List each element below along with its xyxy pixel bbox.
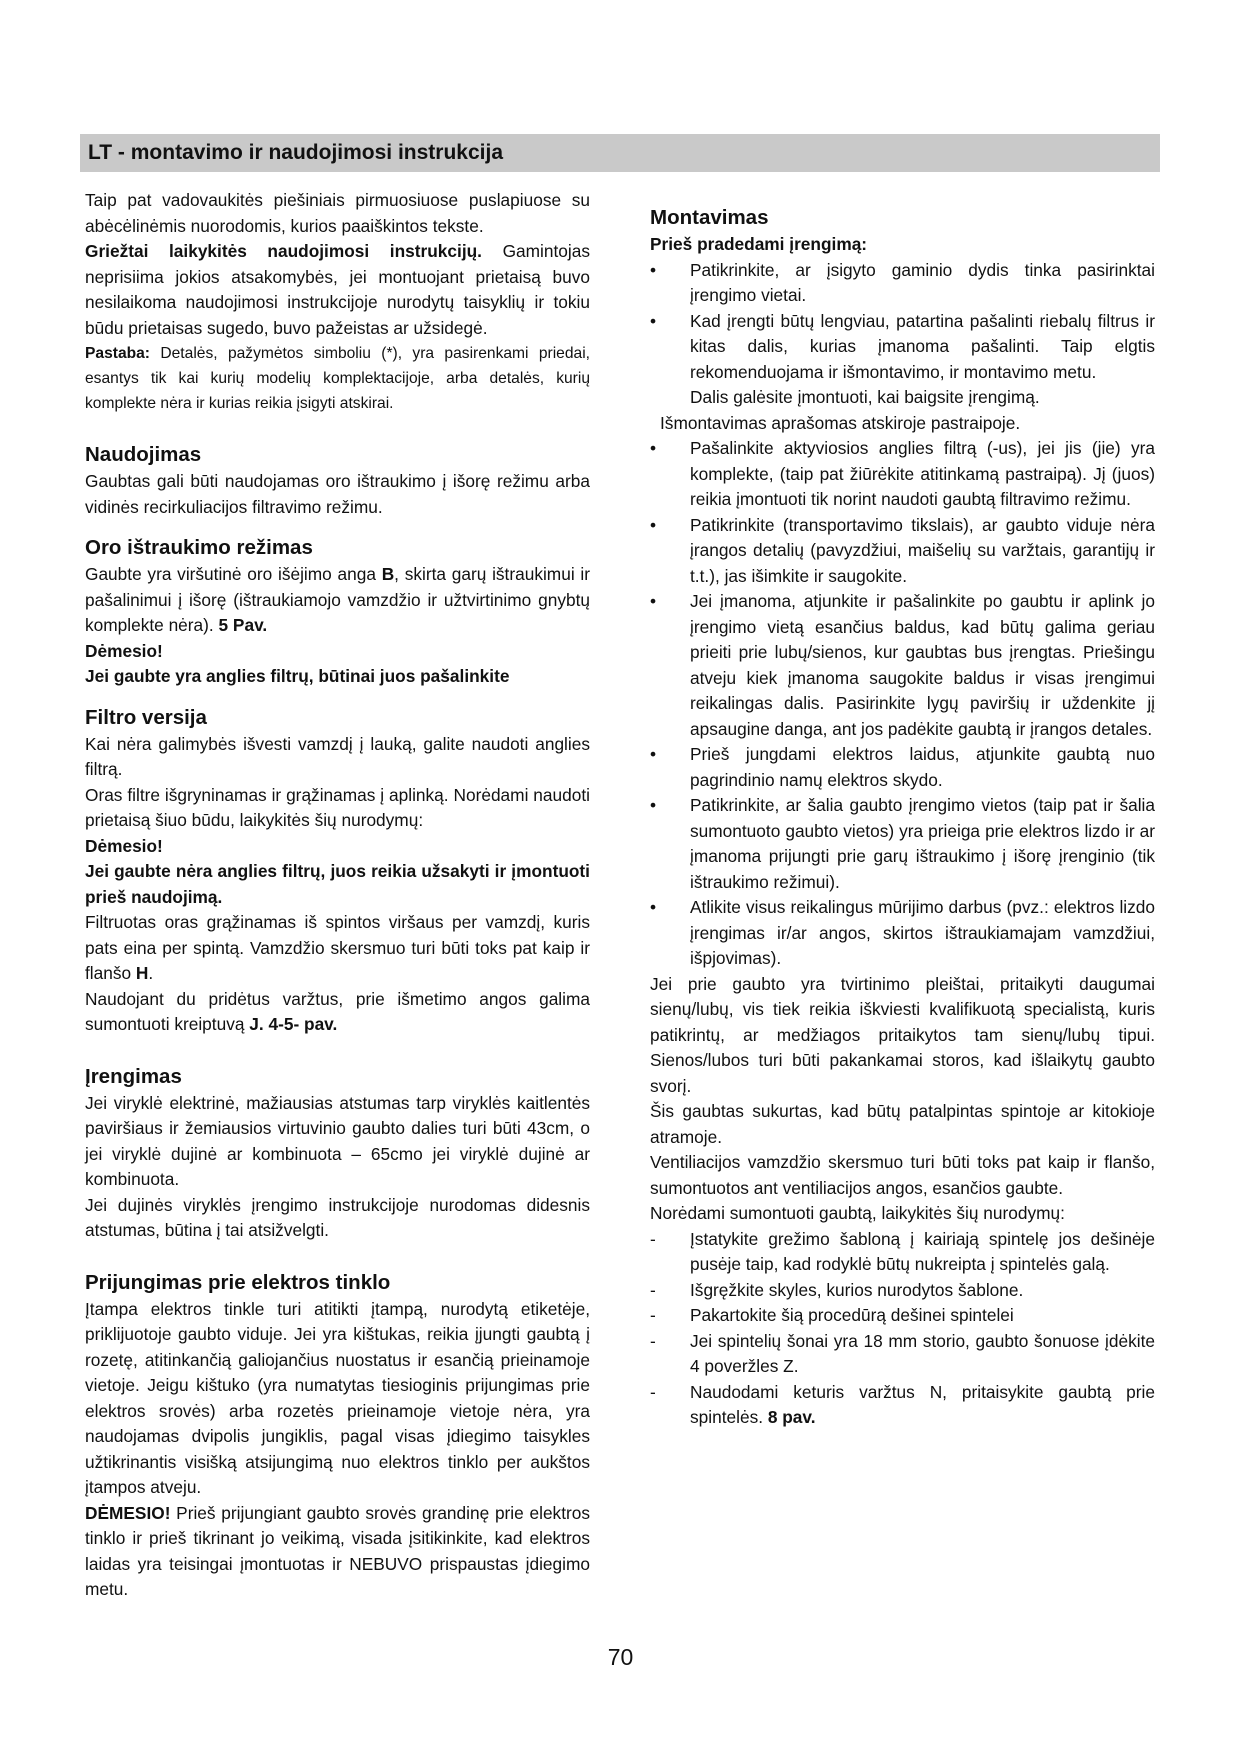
dash-icon: -	[650, 1305, 656, 1325]
irengimas-p2: Jei dujinės viryklės įrengimo instrukcijoje nurodomas didesnis atstumas, būtina į tai atsižvelgti.	[85, 1194, 590, 1240]
bullet-icon: •	[650, 591, 657, 611]
bullet-icon: •	[650, 259, 657, 280]
oro-text	[85, 562, 590, 639]
montavimas-p4: Norėdami sumontuoti gaubtą, laikykitės šių nurodymų:	[650, 1203, 1065, 1223]
page-number: 70	[607, 1644, 634, 1670]
note-text: Detalės, pažymėtos simboliu (*), yra pasirenkami priedai, esantys tik kai kurių modelių komplektacijoje, arba detalės, kurių komplekte nėra ir kurias reikia įsigyti atskirai.	[85, 345, 590, 412]
naudojimas-text: Gaubtas gali būti naudojamas oro ištraukimo į išorę režimu arba vidinės recirkuliacijos filtravimo režimu.	[85, 471, 590, 517]
filtro-attention: Dėmesio!	[85, 835, 163, 856]
heading-prijungimas: Prijungimas prie elektros tinklo	[85, 1270, 391, 1294]
oro-attention: Dėmesio!	[85, 640, 163, 661]
dash-icon: -	[650, 1330, 656, 1351]
filtro-p3	[85, 910, 590, 987]
note-label: Pastaba:	[85, 345, 151, 362]
montavimas-p1: Jei prie gaubto yra tvirtinimo pleištai, pritaikyti daugumai sienų/lubų, vis tiek reikia iškviesti kvalifikuotą specialistą, kuris patikrintų, ar medžiagos pritaikytos tam sienų/lubų tipui. Sienos/lubos turi būti pakankamai storos, kad išlaikytų gaubto svorį.	[650, 973, 1155, 1096]
oro-figure-ref: 5 Pav.	[218, 615, 268, 635]
filtro-p3-end: .	[148, 963, 154, 983]
montavimas-p3: Ventiliacijos vamzdžio skersmuo turi būti toks pat kaip ir flanšo, sumontuotos ant ventiliacijos angos, esančios gaubte.	[650, 1152, 1155, 1198]
bullet-icon: •	[650, 897, 657, 917]
list-item-text: Atlikite visus reikalingus mūrijimo darbus (pvz.: elektros lizdo įrengimas ir/ar angos, skirtos ištraukiamajam vamzdžiui, išpjovimas).	[690, 897, 1155, 968]
oro-text-part: , skirta garų ištraukimui ir pašalinimui į išorę (ištraukiamojo vamzdžio ir užtvirtinimo gnybtų komplekte nėra).	[85, 564, 590, 635]
list-item	[650, 436, 1155, 513]
heading-filtro-versija: Filtro versija	[85, 705, 207, 729]
flange-label: H	[135, 963, 149, 983]
section-title-bar	[80, 134, 1160, 172]
bullet-icon: •	[650, 438, 657, 458]
prijungimas-p1: Įtampa elektros tinkle turi atitikti įtampą, nurodytą etiketėje, priklijuotoje gaubto viduje. Jei yra kištukas, reikia įjungti gaubtą į rozetę, atitinkančią galiojančius nuostatus ir esančią prieinamoje vietoje. Jeigu kištuko (yra numatytas tiesioginis prijungimas prie elektros srovės) arba rozetės prieinamoje vietoje nėra, yra naudojamas dvipolis jungiklis, pagal visas įdiegimo taisykles užtikrinantis visišką atsijungimą nuo elektros tinklo per aukštos įtampos atveju.	[85, 1298, 590, 1497]
prijungimas-p2-text: Prieš prijungiant gaubto srovės grandinę prie elektros tinklo ir prieš tikrinant jo veikimą, visada įsitikinkite, kad elektros laidas yra teisingai įmontuotas ir NEBUVO prispaustas įdiegimo metu.	[85, 1502, 590, 1599]
note-paragraph	[85, 341, 590, 416]
bullet-icon: •	[650, 744, 657, 764]
list-item	[650, 742, 1155, 793]
list-item	[650, 895, 1155, 972]
list-item-text	[690, 1380, 1155, 1431]
subheading-pries-pradedant: Prieš pradedami įrengimą:	[650, 234, 868, 254]
prijungimas-attention: DĖMESIO!	[85, 1502, 171, 1523]
prijungimas-p2	[85, 1501, 590, 1603]
bullet-icon: •	[650, 310, 657, 331]
list-item	[650, 309, 1155, 386]
irengimas-p1: Jei viryklė elektrinė, mažiausias atstumas tarp viryklės kaitlentės paviršiaus ir žemiausios virtuvinio gaubto dalies turi būti 43cm, o jei viryklė dujinė ar kombinuota – 65cmo jei viryklė dujinė ar kombinuota.	[85, 1092, 590, 1189]
list-item	[650, 1278, 1155, 1304]
instructions-warning-text: Gamintojas neprisiima jokios atsakomybės, jei montuojant prietaisą buvo nesilaikoma naudojimosi instrukcijoje nurodytų taisyklių ir tokiu būdu prietaisas sugedo, buvo pažeistas ar užsidegė.	[85, 241, 590, 338]
dash-icon: -	[650, 1381, 656, 1402]
oro-outlet-label: B	[381, 564, 395, 584]
dash-list	[650, 1227, 1155, 1431]
list-item	[650, 793, 1155, 895]
list-item-text: Išgręžkite skyles, kurios nurodytos šablone.	[690, 1279, 1024, 1300]
list-item	[650, 1380, 1155, 1431]
list-item-text: Jei spintelių šonai yra 18 mm storio, gaubto šonuose įdėkite 4 poveržles Z.	[690, 1330, 1155, 1376]
heading-montavimas: Montavimas	[650, 206, 769, 229]
list-item-text: Patikrinkite (transportavimo tikslais), ar gaubto viduje nėra įrangos detalių (pavyzdžiui, maišelių su varžtais, garantijų ir t.t.), jas išimkite ir saugokite.	[690, 514, 1155, 586]
list-item	[650, 1227, 1155, 1278]
note-dismantling: Išmontavimas aprašomas atskiroje pastraipoje.	[660, 412, 1021, 433]
last-step-text: Naudodami keturis varžtus N, pritaisykite gaubtą prie spintelės.	[690, 1381, 1155, 1427]
heading-irengimas: Įrengimas	[85, 1064, 182, 1088]
list-item-text: Prieš jungdami elektros laidus, atjunkite gaubtą nuo pagrindinio namų elektros skydo.	[690, 744, 1155, 790]
dash-icon: -	[650, 1228, 656, 1249]
right-column	[650, 204, 1155, 1431]
list-item	[650, 1329, 1155, 1380]
filtro-p2: Oras filtre išgryninamas ir grąžinamas į aplinką. Norėdami naudoti prietaisą šiuo būdu, laikykitės šių nurodymų:	[85, 784, 590, 830]
filtro-p4-text: Naudojant du pridėtus varžtus, prie išmetimo angos galima sumontuoti kreiptuvą	[85, 988, 590, 1034]
dash-icon: -	[650, 1279, 656, 1300]
bullet-list-1	[650, 258, 1155, 386]
list-item-text: Pašalinkite aktyviosios anglies filtrą (-us), jei jis (jie) yra komplekte, (taip pat žiūrėkite atitinkamą pastraipą). Jį (juos) reikia įmontuoti tik norint naudoti gaubtą filtravimo režimu.	[690, 438, 1155, 509]
filtro-p1: Kai nėra galimybės išvesti vamzdį į lauką, galite naudoti anglies filtrą.	[85, 733, 590, 779]
list-item	[650, 258, 1155, 309]
intro-paragraph: Taip pat vadovaukitės piešiniais pirmuosiuose puslapiuose su abėcėlinėmis nuorodomis, kurios paaiškintos tekste.	[85, 190, 590, 236]
montavimas-p2: Šis gaubtas sukurtas, kad būtų patalpintas spintoje ar kitokioje atramoje.	[650, 1101, 1155, 1147]
oro-warning: Jei gaubte yra anglies filtrų, būtinai juos pašalinkite	[85, 666, 510, 686]
list-item-text: Pakartokite šią procedūrą dešinei spintelei	[690, 1305, 1014, 1325]
list-item	[650, 1303, 1155, 1329]
instructions-warning-bold: Griežtai laikykitės naudojimosi instrukcijų.	[85, 241, 482, 261]
heading-naudojimas: Naudojimas	[85, 443, 202, 466]
filtro-figure-ref: J. 4-5- pav.	[249, 1014, 338, 1034]
instructions-warning-paragraph	[85, 239, 590, 341]
list-item-text: Jei įmanoma, atjunkite ir pašalinkite po gaubtu ir aplink jo įrengimo vietą esančius baldus, kad būtų galima geriau prieiti prie lubų/sienos, kur gaubtas bus įrengtas. Priešingu atveju kiek įmanoma saugokite baldus ir visas įrengimui reikalingas dalis. Pasirinkite lygų paviršių ir uždenkite jį apsaugine danga, ant jos padėkite gaubtą ir įrangos detales.	[690, 591, 1155, 739]
last-step-figure-ref: 8 pav.	[767, 1407, 816, 1427]
list-item-text: Patikrinkite, ar įsigyto gaminio dydis tinka pasirinktai įrengimo vietai.	[690, 259, 1155, 305]
left-column	[85, 188, 590, 1603]
list-item	[650, 589, 1155, 742]
filtro-warning: Jei gaubte nėra anglies filtrų, juos reikia užsakyti ir įmontuoti prieš naudojimą.	[85, 861, 590, 907]
bullet-icon: •	[650, 514, 657, 535]
list-item-text: Kad įrengti būtų lengviau, patartina pašalinti riebalų filtrus ir kitas dalis, kurias įmanoma pašalinti. Taip elgtis rekomenduojama ir išmontavimo, ir montavimo metu.	[690, 310, 1155, 382]
bullet-icon: •	[650, 795, 657, 815]
list-item	[650, 513, 1155, 590]
bullet-list-2	[650, 436, 1155, 972]
list-item-text: Patikrinkite, ar šalia gaubto įrengimo vietos (taip pat ir šalia sumontuoto gaubto vietos) yra prieiga prie elektros lizdo ir ar įmanoma prijungti prie garų ištraukimo į išorę įrenginio (tik ištraukimo režimui).	[690, 795, 1155, 892]
oro-text-part: Gaubte yra viršutinė oro išėjimo anga	[85, 564, 382, 584]
page-title: LT - montavimo ir naudojimosi instrukcija	[88, 141, 503, 164]
filtro-p3-text: Filtruotas oras grąžinamas iš spintos viršaus per vamzdį, kuris pats eina per spintą. Vamzdžio skersmuo turi būti toks pat kaip ir flanšo	[85, 912, 590, 983]
list-item-text: Įstatykite grežimo šabloną į kairiają spintelę jos dešinėje pusėje taip, kad rodyklė būtų nukreipta į spintelės galą.	[690, 1228, 1155, 1274]
filtro-p4	[85, 987, 590, 1038]
note-reinstall: Dalis galėsite įmontuoti, kai baigsite įrengimą.	[690, 387, 1040, 407]
heading-oro-istraukimo: Oro ištraukimo režimas	[85, 536, 313, 559]
